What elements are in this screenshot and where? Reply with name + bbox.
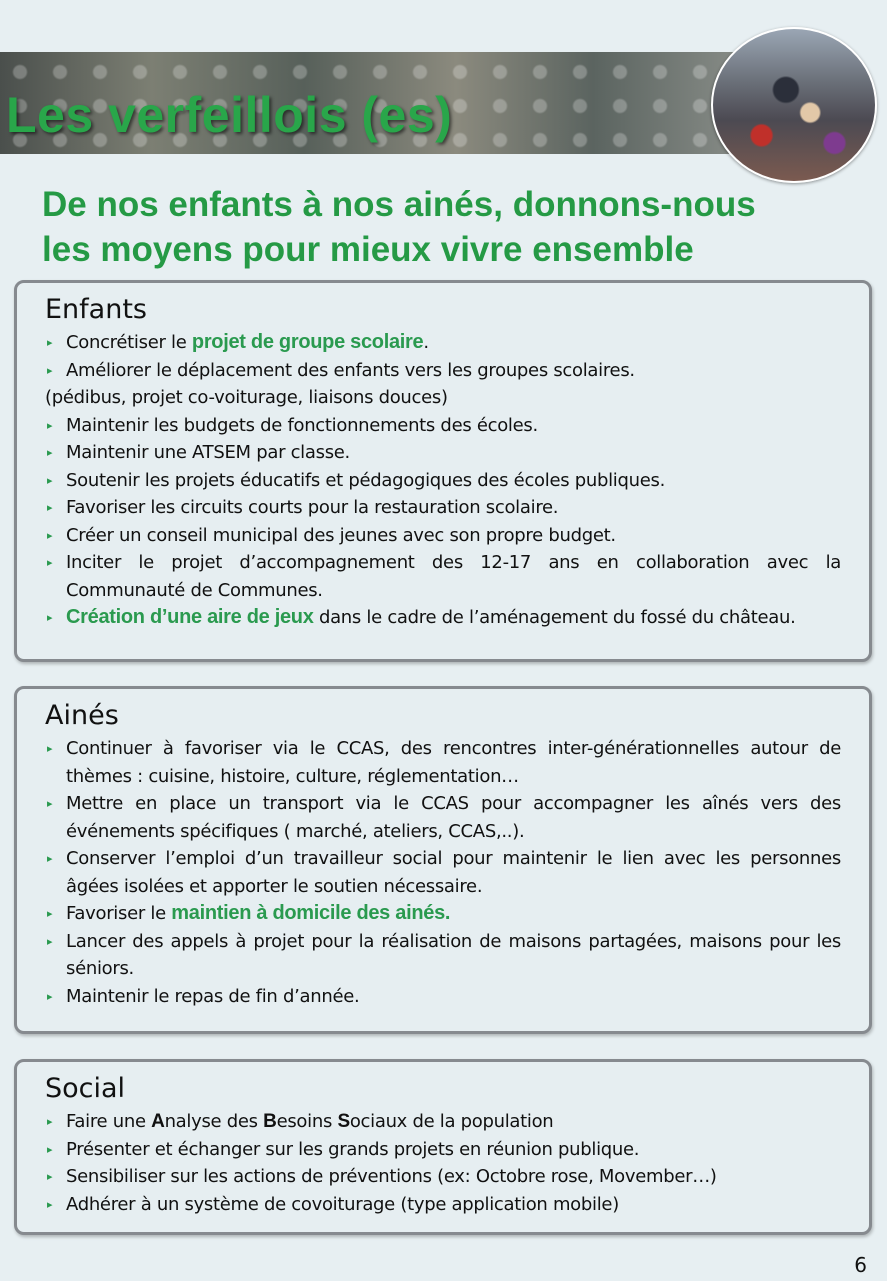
bold-letter: A — [151, 1111, 165, 1132]
crowd-photo — [711, 27, 877, 183]
page-title: Les verfeillois (es) — [6, 87, 453, 143]
list-item — [45, 983, 841, 1011]
list-item — [45, 467, 841, 495]
bullet-icon: ▸ — [47, 934, 53, 948]
highlight-text: projet de groupe scolaire — [191, 331, 424, 353]
bullet-icon: ▸ — [47, 446, 53, 459]
bullet-icon: ▸ — [47, 528, 53, 542]
section-title: Social — [45, 1073, 126, 1104]
section-title: Enfants — [45, 294, 147, 325]
item-text: Favoriser les circuits courts pour la restauration scolaire. — [66, 497, 559, 518]
list-item — [45, 1108, 841, 1136]
highlight-text: Création d’une aire de jeux — [66, 606, 314, 628]
item-text: Présenter et échanger sur les grands projets en réunion publique. — [66, 1138, 640, 1160]
item-text: Sensibiliser sur les actions de préventions (ex: Octobre rose, Movember…) — [66, 1166, 717, 1187]
bullet-icon: ▸ — [47, 852, 53, 865]
item-text: dans le cadre de l’aménagement du fossé du château. — [313, 607, 796, 628]
bold-letter: B — [263, 1111, 277, 1132]
item-text: Continuer à favoriser via le CCAS, des rencontres inter-générationnelles autour de thèmes : cuisine, histoire, culture, réglementation… — [66, 738, 841, 787]
bullet-icon: ▸ — [47, 1170, 53, 1183]
bullet-icon: ▸ — [47, 418, 53, 432]
list-item — [45, 845, 841, 900]
list-item — [45, 357, 841, 385]
bullet-icon: ▸ — [47, 336, 53, 349]
aines-card — [14, 686, 872, 1034]
list-item — [45, 900, 841, 928]
item-text: nalyse des — [164, 1111, 264, 1132]
item-text: ociaux de la population — [349, 1111, 554, 1132]
list-item — [45, 928, 841, 983]
item-text: Faire une — [66, 1111, 152, 1132]
item-text: Soutenir les projets éducatifs et pédagogiques des écoles publiques. — [66, 469, 666, 491]
item-text: Mettre en place un transport via le CCAS pour accompagner les aînés vers des événements spécifiques ( marché, ateliers, CCAS,..). — [66, 793, 841, 842]
list-item — [45, 604, 841, 632]
item-text: Inciter le projet d’accompagnement des 12-17 ans en collaboration avec la Communauté de Communes. — [66, 552, 841, 601]
item-text: Favoriser le — [66, 903, 172, 924]
list-item — [45, 439, 841, 467]
list-item — [45, 329, 841, 357]
item-text: Conserver l’emploi d’un travailleur social pour maintenir le lien avec les personnes âgées isolées et apporter le soutien nécessaire. — [66, 848, 841, 897]
list-item — [45, 522, 841, 550]
bullet-icon: ▸ — [47, 1115, 53, 1128]
bullet-icon: ▸ — [47, 1142, 53, 1156]
bullet-icon: ▸ — [47, 473, 53, 487]
bullet-icon: ▸ — [47, 611, 53, 624]
page-number: 6 — [854, 1253, 867, 1277]
bullet-icon: ▸ — [47, 1197, 53, 1211]
bullet-icon: ▸ — [47, 363, 53, 377]
section-title: Ainés — [45, 700, 119, 731]
item-text: Lancer des appels à projet pour la réalisation de maisons partagées, maisons pour les séniors. — [66, 930, 841, 979]
item-text: Concrétiser le — [66, 332, 192, 353]
list-item — [45, 735, 841, 790]
bullet-icon: ▸ — [47, 501, 53, 514]
item-text: Maintenir le repas de fin d’année. — [66, 985, 360, 1007]
item-text: Maintenir une ATSEM par classe. — [66, 442, 350, 463]
page-subtitle — [42, 182, 842, 272]
social-card — [14, 1059, 872, 1235]
item-text: Créer un conseil municipal des jeunes avec son propre budget. — [66, 524, 616, 546]
subtitle-line: De nos enfants à nos ainés, donnons-nous — [42, 185, 756, 224]
bold-letter: S — [337, 1111, 350, 1132]
bullet-icon: ▸ — [47, 556, 53, 569]
item-text: Améliorer le déplacement des enfants vers les groupes scolaires. — [66, 359, 635, 381]
subtitle-line: les moyens pour mieux vivre ensemble — [42, 230, 694, 269]
list-item — [45, 1163, 841, 1191]
bullet-icon: ▸ — [47, 742, 53, 755]
list-item — [45, 412, 841, 440]
list-item — [45, 790, 841, 845]
highlight-text: maintien à domicile des ainés. — [171, 902, 451, 924]
item-text: esoins — [276, 1111, 338, 1132]
bullet-icon: ▸ — [47, 989, 53, 1003]
header-banner — [0, 52, 760, 154]
list-item — [45, 549, 841, 604]
bullet-icon: ▸ — [47, 797, 53, 810]
bullet-icon: ▸ — [47, 907, 53, 920]
item-text: . — [423, 332, 429, 353]
item-note: (pédibus, projet co-voiturage, liaisons douces) — [45, 387, 448, 408]
list-item — [45, 1191, 841, 1219]
item-text: Maintenir les budgets de fonctionnements des écoles. — [66, 414, 538, 436]
list-item — [45, 1136, 841, 1164]
list-item — [45, 494, 841, 522]
enfants-card — [14, 280, 872, 662]
item-text: Adhérer à un système de covoiturage (type application mobile) — [66, 1193, 619, 1215]
